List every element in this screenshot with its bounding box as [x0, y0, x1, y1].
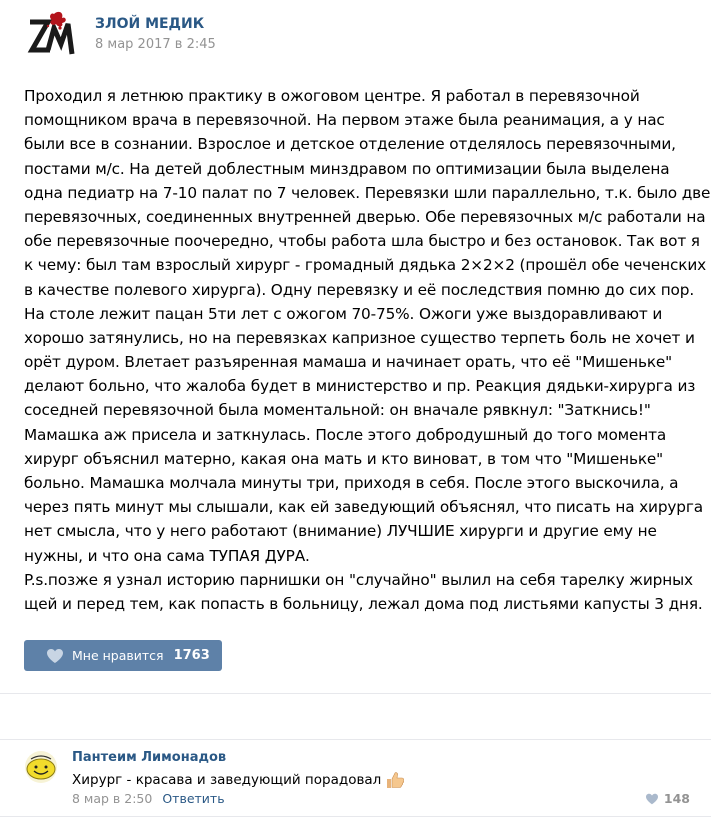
comment-meta — [72, 791, 225, 806]
post-text-line: постами м/с. На детей доблестным минздравом по оптимизации была выделена — [24, 159, 670, 178]
post-text-line: к чему: был там взрослый хирург - громадный дядька 2×2×2 (прошёл обе чеченских — [24, 256, 707, 275]
post-text-line: делают больно, что жалоба будет в министерство и пр. Реакция дядьки-хирурга из — [24, 377, 696, 396]
comment-avatar[interactable] — [24, 750, 58, 784]
post-text — [24, 84, 711, 616]
post-text-line: через пять минут мы слышали, как ей заведующий объяснял, что писать на хирурга — [24, 498, 703, 517]
comment-author-link[interactable]: Пантеим Лимонадов — [72, 750, 227, 765]
post-text-line: соседней перевязочной была моментальной: он вначале рявкнул: "Заткнись!" — [24, 401, 651, 420]
like-label: Мне нравится — [72, 648, 164, 663]
thumbs-up-icon — [385, 770, 405, 790]
comment-date-link[interactable]: 8 мар в 2:50 — [72, 791, 153, 806]
post-date-link[interactable]: 8 мар 2017 в 2:45 — [95, 37, 216, 52]
like-count: 1763 — [173, 648, 210, 663]
post-text-line: На столе лежит пацан 5ти лет с ожогом 70-75%. Ожоги уже выздоравливают и — [24, 304, 663, 323]
comment-like-count: 148 — [663, 791, 690, 806]
post-text-line: в качестве полевого хирурга). Одну перевязку и её последствия помню до сих пор. — [24, 280, 695, 299]
post-text-line: больно. Мамашка молчала минуты три, приходя в себя. После этого выскочила, а — [24, 474, 679, 492]
comment-item — [24, 750, 694, 810]
post-text-line: Мамашка аж присела и заткнулась. После этого добродушный до того момента — [24, 425, 667, 444]
reply-link[interactable]: Ответить — [162, 791, 225, 806]
section-divider — [0, 739, 711, 740]
post-text-line: хирург объяснил матерно, какая она мать и кто виноват, в том что "Мишеньке" — [24, 449, 664, 468]
post-text-line: обе перевязочные поочередно, чтобы работа шла быстро и без остановок. Так вот я — [24, 232, 700, 251]
post-text-line: хорошо затянулись, но на перевязках капризное существо терпеть боль не хочет и — [24, 328, 695, 347]
author-avatar[interactable] — [24, 8, 76, 60]
section-divider — [0, 693, 711, 694]
post-text-line: были все в сознании. Взрослое и детское отделение отделялось перевязочными, — [24, 135, 676, 154]
post-text-line: перевязочных, соединенных внутренней дверью. Обе перевязочных м/с работали на — [24, 207, 706, 226]
post-text-line: P.s.позже я узнал историю парнишки он "случайно" вылил на себя тарелку жирных — [24, 570, 693, 589]
comment-text — [72, 770, 405, 790]
post-text-line: щей и перед тем, как попасть в больницу, лежал дома под листьями капусты 3 дня. — [24, 594, 703, 613]
heart-icon — [645, 793, 659, 805]
heart-icon — [46, 648, 64, 664]
post-text-line: помощником врача в перевязочной. На первом этаже была реанимация, а у нас — [24, 111, 665, 130]
comment-like-button[interactable] — [645, 791, 690, 806]
post-text-line: одна педиатр на 7-10 палат по 7 человек. Перевязки шли параллельно, т.к. было две — [24, 183, 711, 202]
post-text-line: нужны, и что она сама ТУПАЯ ДУРА. — [24, 546, 310, 565]
post-text-line: орёт дуром. Влетает разъяренная мамаша и начинает орать, что её "Мишеньке" — [24, 353, 673, 372]
like-button[interactable] — [24, 640, 222, 671]
post-author-link[interactable]: ЗЛОЙ МЕДИК — [95, 16, 205, 32]
post-header — [24, 8, 684, 60]
post-text-line: Проходил я летнюю практику в ожоговом центре. Я работал в перевязочной — [24, 87, 640, 105]
comment-text-content: Хирург - красава и заведующий порадовал — [72, 772, 382, 788]
post-text-line: нет смысла, что у него работают (внимание) ЛУЧШИЕ хирурги и другие ему не — [24, 522, 657, 541]
